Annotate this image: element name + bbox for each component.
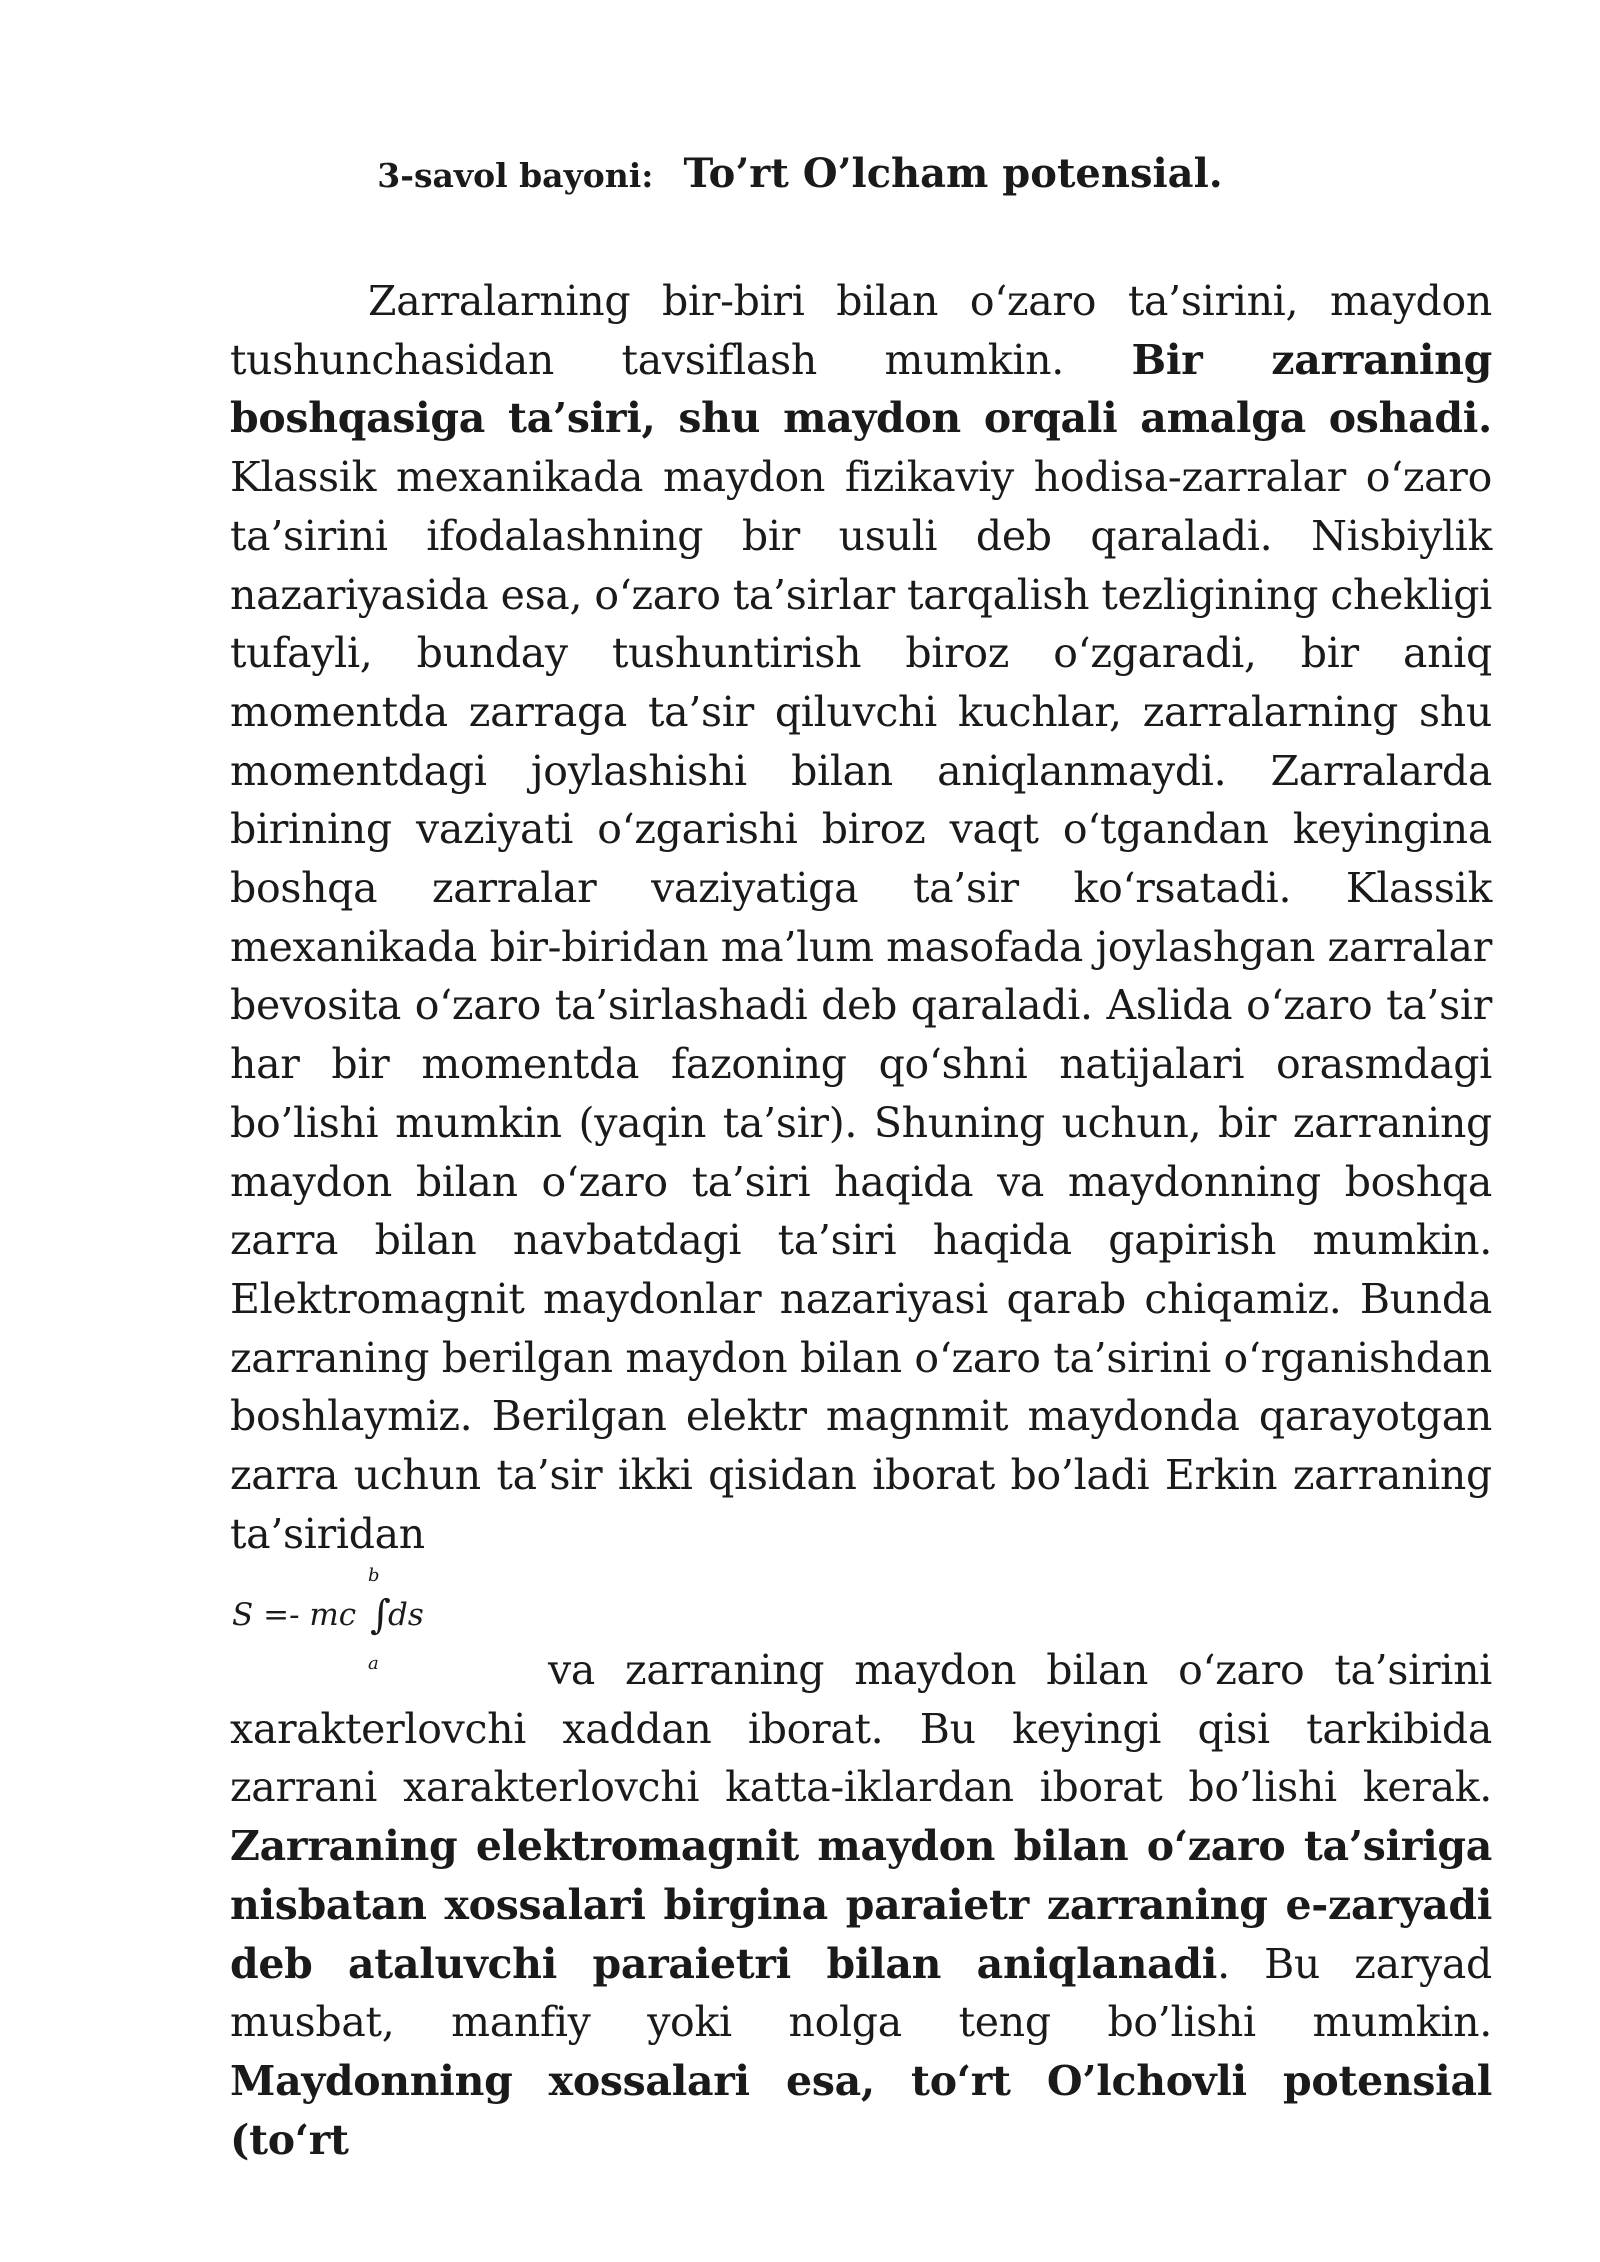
paragraph-2-text-a: va zarraning maydon bilan o‘zaro ta’sirini xarakterlovchi xaddan iborat. Bu keyingi qisi tarkibida zarrani xarakterlovchi katta-iklardan iborat bo’lishi kerak. xyxy=(230,1646,1492,1812)
formula-differential: ds xyxy=(388,1597,424,1633)
paragraph-2 xyxy=(230,1641,1492,2169)
paragraph-2-bold-a: Zarraning elektromagnit maydon bilan o‘zaro ta’siriga nisbatan xossalari birgina paraietr zarraning e-zaryadi deb ataluvchi paraietri bilan aniqlanadi xyxy=(230,1822,1492,1988)
paragraph-2-text-b: . Bu zaryad musbat, manfiy yoki nolga teng bo’lishi mumkin. xyxy=(230,1939,1492,2047)
paragraph-1 xyxy=(230,272,1492,1563)
formula-lhs: S =- mc xyxy=(232,1597,357,1633)
section-heading xyxy=(0,150,1600,197)
formula-upper-limit: b xyxy=(368,1565,380,1586)
paragraph-1-bold-a: Bir zarraning boshqasiga ta’siri, shu maydon orqali amalga oshadi. xyxy=(230,335,1492,443)
formula-lower-limit: a xyxy=(368,1653,379,1674)
paragraph-1-text-b: Klassik mexanikada maydon fizikaviy hodisa-zarralar o‘zaro ta’sirini ifodalashning bir usuli deb qaraladi. Nisbiylik nazariyasida esa, o‘zaro ta’sirlar tarqalish tezligining chekligi tufayli, bunday tushuntirish biroz o‘zgaradi, bir aniq momentda zarraga ta’sir qiluvchi kuchlar, zarralarning shu momentdagi joylashishi bilan aniqlanmaydi. Zarralarda birining vaziyati o‘zgarishi biroz vaqt o‘tgandan keyingina boshqa zarralar vaziyatiga ta’sir ko‘rsatadi. Klassik mexanikada bir-biridan ma’lum masofada joylashgan zarralar bevosita o‘zaro ta’sirlashadi deb qaraladi. Aslida o‘zaro ta’sir har bir momentda fazoning qo‘shni natijalari orasmdagi bo’lishi mumkin (yaqin ta’sir). Shuning uchun, bir zarraning maydon bilan o‘zaro ta’siri haqida va maydonning boshqa zarra bilan navbatdagi ta’siri haqida gapirish mumkin. Elektromagnit maydonlar nazariyasi qarab chiqamiz. Bunda zarraning berilgan maydon bilan o‘zaro ta’sirini o‘rganishdan boshlaymiz. Berilgan elektr magnmit maydonda qarayotgan zarra uchun ta’sir ikki qisidan iborat bo’ladi Erkin zarraning ta’siridan xyxy=(230,453,1492,1558)
section-title: To’rt O’lcham potensial. xyxy=(683,150,1223,197)
paragraph-2-bold-b: Maydonning xossalari esa, to‘rt O’lchovli potensial (to‘rt xyxy=(230,2056,1492,2164)
integral-sign: ∫ xyxy=(370,1592,391,1638)
paragraph-1-text-a: Zarralarning bir-biri bilan o‘zaro ta’sirini, maydon tushunchasidan tavsiflash mumkin. xyxy=(230,277,1492,384)
question-label: 3-savol bayoni: xyxy=(377,156,654,195)
